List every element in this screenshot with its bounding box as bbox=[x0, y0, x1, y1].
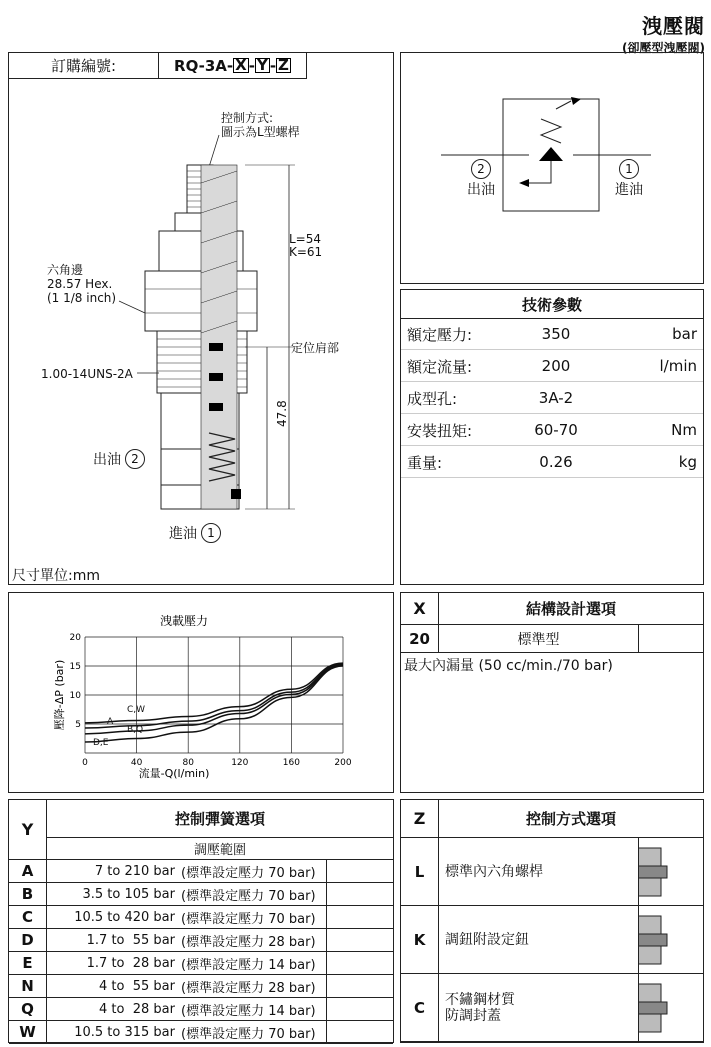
drawing-panel bbox=[8, 52, 394, 585]
z-row-label-line-1: 標準內六角螺桿 bbox=[445, 863, 543, 880]
y-row-empty bbox=[327, 1021, 393, 1044]
z-row-label-line-2: 防調封蓋 bbox=[445, 1007, 501, 1024]
x-title-header: 結構設計選項 bbox=[439, 593, 703, 625]
specs-panel bbox=[400, 289, 704, 585]
y-code-header: Y bbox=[9, 800, 47, 860]
port-in-num: 1 bbox=[201, 523, 221, 543]
x-code-header: X bbox=[401, 593, 439, 625]
symbol-port-1-label: 進油 bbox=[615, 182, 643, 198]
spec-value: 200 bbox=[541, 357, 571, 375]
chart-xtick: 0 bbox=[82, 758, 88, 768]
y-row-desc bbox=[47, 998, 327, 1021]
y-row-desc bbox=[47, 906, 327, 929]
length-label bbox=[289, 233, 322, 259]
y-row-range: 7 to 210 bar bbox=[94, 863, 175, 879]
x-note: 最大內漏量 (50 cc/min./70 bar) bbox=[404, 658, 613, 674]
symbol-port-2-num: 2 bbox=[471, 159, 491, 179]
y-row-empty bbox=[327, 860, 393, 883]
specs-title: 技術參數 bbox=[401, 290, 703, 319]
spec-row bbox=[401, 318, 703, 350]
spec-unit bbox=[621, 382, 697, 414]
y-row-desc bbox=[47, 952, 327, 975]
length-l: L=54 bbox=[289, 232, 322, 246]
valve-drawing bbox=[9, 53, 393, 584]
z-row-label bbox=[439, 974, 639, 1042]
chart-xtick: 120 bbox=[231, 758, 249, 768]
x-row-code: 20 bbox=[401, 625, 439, 653]
symbol-panel bbox=[400, 52, 704, 284]
z-row-code: L bbox=[401, 838, 439, 906]
y-row-code: C bbox=[9, 906, 47, 929]
y-row-range: 10.5 to 420 bar bbox=[74, 909, 175, 925]
z-row-code: C bbox=[401, 974, 439, 1042]
y-row-empty bbox=[327, 906, 393, 929]
symbol-port-2 bbox=[467, 159, 495, 199]
chart-xtick: 40 bbox=[130, 758, 143, 768]
chart-xlabel: 流量-Q(l/min) bbox=[138, 767, 210, 780]
length-k: K=61 bbox=[289, 245, 323, 259]
spec-label: 額定壓力: bbox=[407, 325, 473, 344]
y-row-range: 4 to 55 bar bbox=[99, 978, 175, 994]
z-code-header: Z bbox=[401, 800, 439, 838]
spec-label: 重量: bbox=[407, 453, 443, 472]
adjuster-icon bbox=[639, 838, 703, 906]
title-sub: (卻壓型洩壓閥) bbox=[622, 41, 705, 55]
y-row-standard: (標準設定壓力 14 bar) bbox=[181, 1003, 316, 1019]
z-row-image bbox=[639, 906, 703, 974]
spec-unit: l/min bbox=[659, 357, 697, 375]
spec-row bbox=[401, 350, 703, 382]
z-row-code: K bbox=[401, 906, 439, 974]
y-row-empty bbox=[327, 975, 393, 998]
page-title bbox=[622, 10, 705, 56]
y-options-panel bbox=[8, 799, 394, 1043]
chart-series-line bbox=[85, 665, 343, 733]
order-y: Y bbox=[256, 56, 268, 74]
z-title-header: 控制方式選項 bbox=[439, 800, 703, 838]
port-out-label: 出油 bbox=[93, 452, 121, 468]
chart-ytick: 10 bbox=[69, 691, 81, 701]
port-in-label: 進油 bbox=[169, 526, 197, 542]
spec-row bbox=[401, 414, 703, 446]
control-note-line-2: 圖示為L型螺桿 bbox=[221, 125, 300, 139]
y-row-desc bbox=[47, 860, 327, 883]
adjuster-icon bbox=[639, 906, 703, 974]
dim-47-8: 47.8 bbox=[275, 400, 289, 427]
chart-panel bbox=[8, 592, 394, 793]
x-row-empty bbox=[639, 625, 703, 653]
spec-value: 60-70 bbox=[534, 421, 578, 439]
y-row-range: 10.5 to 315 bar bbox=[74, 1024, 175, 1040]
thread-label: 1.00-14UNS-2A bbox=[41, 367, 133, 381]
x-options-panel bbox=[400, 592, 704, 793]
order-label: 訂購編號: bbox=[9, 53, 159, 79]
chart-series-label: A bbox=[107, 717, 114, 727]
x-row-label: 標準型 bbox=[439, 625, 639, 653]
y-row-standard: (標準設定壓力 70 bar) bbox=[181, 1026, 316, 1042]
shoulder-label: 定位肩部 bbox=[291, 341, 340, 355]
port-in bbox=[169, 523, 221, 543]
chart-series-label: B,Q bbox=[127, 725, 144, 735]
chart-series-line bbox=[85, 663, 343, 723]
spec-row bbox=[401, 382, 703, 414]
chart-series-label: C,W bbox=[127, 705, 146, 715]
y-row-code: E bbox=[9, 952, 47, 975]
y-row-standard: (標準設定壓力 70 bar) bbox=[181, 911, 316, 927]
title-main: 洩壓閥 bbox=[642, 14, 705, 38]
z-row-image bbox=[639, 974, 703, 1042]
symbol-port-2-label: 出油 bbox=[467, 182, 495, 198]
chart-ytick: 5 bbox=[75, 720, 81, 730]
y-row-code: N bbox=[9, 975, 47, 998]
y-row-desc bbox=[47, 975, 327, 998]
symbol-port-1 bbox=[615, 159, 643, 199]
z-row-label bbox=[439, 906, 639, 974]
y-row-range: 1.7 to 28 bar bbox=[86, 955, 175, 971]
spec-unit: kg bbox=[678, 453, 697, 471]
y-sub-header: 調壓範圍 bbox=[47, 838, 393, 860]
y-row-desc bbox=[47, 883, 327, 906]
y-row-standard: (標準設定壓力 28 bar) bbox=[181, 980, 316, 996]
spec-label: 安裝扭矩: bbox=[407, 421, 473, 440]
unit-note: 尺寸單位:mm bbox=[12, 568, 100, 584]
order-x: X bbox=[235, 56, 247, 74]
y-row-empty bbox=[327, 998, 393, 1021]
y-row-range: 4 to 28 bar bbox=[99, 1001, 175, 1017]
control-note-line-1: 控制方式: bbox=[221, 111, 274, 125]
order-dash-1: - bbox=[248, 56, 255, 75]
hex-label-line-2: 28.57 Hex. bbox=[47, 277, 113, 291]
y-row-standard: (標準設定壓力 28 bar) bbox=[181, 934, 316, 950]
chart-title: 洩載壓力 bbox=[159, 614, 209, 628]
chart-xtick: 80 bbox=[182, 758, 194, 768]
spec-label: 成型孔: bbox=[407, 389, 458, 408]
y-row-range: 1.7 to 55 bar bbox=[86, 932, 175, 948]
y-row-empty bbox=[327, 952, 393, 975]
chart-xtick: 160 bbox=[282, 758, 300, 768]
symbol-port-1-num: 1 bbox=[619, 159, 639, 179]
y-row-code: Q bbox=[9, 998, 47, 1021]
port-out bbox=[93, 449, 145, 469]
y-row-empty bbox=[327, 929, 393, 952]
spec-row bbox=[401, 446, 703, 478]
y-row-standard: (標準設定壓力 70 bar) bbox=[181, 888, 316, 904]
spec-value: 0.26 bbox=[539, 453, 573, 471]
spec-unit: Nm bbox=[671, 421, 697, 439]
y-row-code: B bbox=[9, 883, 47, 906]
order-prefix: RQ-3A- bbox=[174, 56, 234, 75]
y-row-code: A bbox=[9, 860, 47, 883]
chart-series-line bbox=[85, 664, 343, 728]
chart-ytick: 15 bbox=[69, 662, 81, 672]
y-row-code: W bbox=[9, 1021, 47, 1044]
z-row-label-line-1: 調鈕附設定鈕 bbox=[445, 931, 529, 948]
y-row-range: 3.5 to 105 bar bbox=[82, 886, 175, 902]
hex-label-line-3: (1 1/8 inch) bbox=[47, 291, 117, 305]
y-row-desc bbox=[47, 929, 327, 952]
spec-label: 額定流量: bbox=[407, 357, 473, 376]
hex-label-line-1: 六角邊 bbox=[47, 263, 84, 277]
y-row-desc bbox=[47, 1021, 327, 1044]
y-row-empty bbox=[327, 883, 393, 906]
y-row-code: D bbox=[9, 929, 47, 952]
chart-ylabel: 壓降-ΔP (bar) bbox=[53, 659, 66, 731]
pressure-chart bbox=[9, 593, 393, 792]
z-row-label bbox=[439, 838, 639, 906]
hex-label bbox=[47, 263, 116, 305]
port-out-num: 2 bbox=[125, 449, 145, 469]
y-row-standard: (標準設定壓力 14 bar) bbox=[181, 957, 316, 973]
adjuster-icon bbox=[639, 974, 703, 1042]
chart-xtick: 200 bbox=[334, 758, 352, 768]
chart-ytick: 20 bbox=[69, 633, 81, 643]
order-dash-2: - bbox=[269, 56, 277, 75]
spec-value: 3A-2 bbox=[538, 389, 574, 407]
control-note bbox=[221, 111, 300, 139]
z-row-image bbox=[639, 838, 703, 906]
chart-series-label: D,E bbox=[93, 738, 109, 748]
y-title-header: 控制彈簧選項 bbox=[47, 800, 393, 838]
order-z: Z bbox=[278, 56, 289, 74]
z-row-label-line-1: 不鏽鋼材質 bbox=[445, 991, 515, 1008]
hydraulic-symbol bbox=[401, 53, 703, 283]
spec-value: 350 bbox=[541, 325, 571, 343]
z-options-panel bbox=[400, 799, 704, 1043]
y-row-standard: (標準設定壓力 70 bar) bbox=[181, 865, 316, 881]
spec-unit: bar bbox=[672, 325, 697, 343]
